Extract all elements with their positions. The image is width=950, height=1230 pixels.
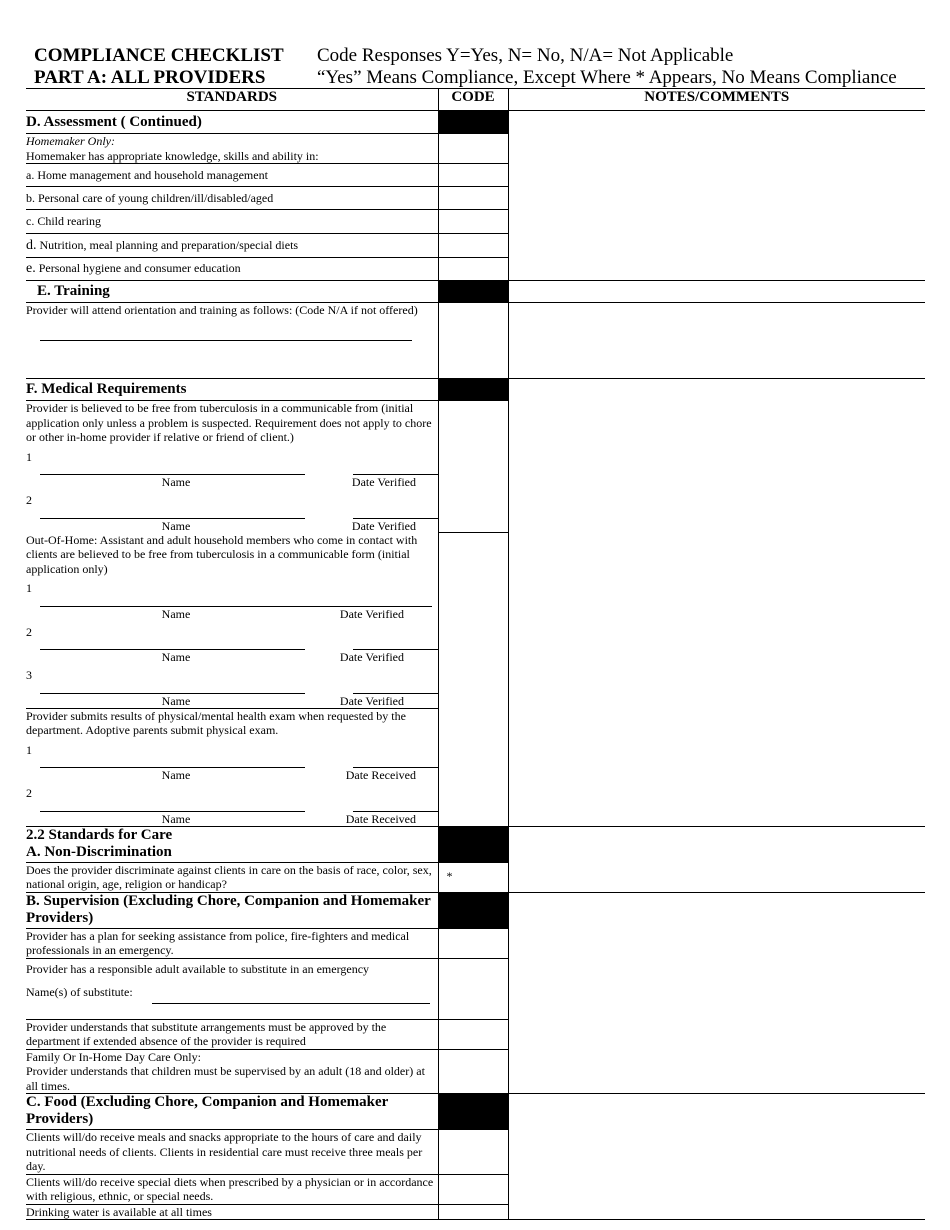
date-line[interactable] [353, 637, 438, 650]
homemaker-intro-text: Homemaker has appropriate knowledge, skills and ability in: [26, 148, 319, 163]
code-cell-blocked [438, 826, 508, 862]
notes-cell-b[interactable] [508, 892, 925, 1094]
sig-number: 1 [26, 581, 32, 595]
date-received-caption: Date Received [345, 768, 416, 782]
code-cell[interactable] [438, 928, 508, 958]
code-legend [317, 45, 897, 89]
section-f-title: F. Medical Requirements [26, 381, 187, 397]
code-cell[interactable] [438, 533, 508, 709]
code-cell[interactable] [438, 1049, 508, 1094]
ooh-text: Out-Of-Home: Assistant and adult household members who come in contact with clients are believed to be free from tuberculosis in a communicable form (initial application only) [26, 532, 418, 576]
code-cell-blocked [438, 281, 508, 303]
discrimination-text: Does the provider discriminate against clients in care on the basis of race, color, sex, national origin, age, religion or handicap? [26, 862, 438, 892]
code-cell[interactable] [438, 187, 508, 210]
name-caption: Name [161, 811, 191, 826]
section-d-title: D. Assessment ( Continued) [26, 113, 202, 130]
code-cell[interactable] [438, 958, 508, 1019]
date-verified-caption: Date Verified [351, 475, 416, 489]
code-cell[interactable] [438, 164, 508, 187]
name-caption: Name [161, 606, 191, 621]
name-caption: Name [161, 475, 191, 489]
code-cell-blocked [438, 111, 508, 134]
sig-number: 2 [26, 786, 32, 800]
code-cell-blocked [438, 1094, 508, 1130]
homemaker-only-label: Homemaker Only: [26, 134, 115, 148]
code-cell[interactable] [438, 1019, 508, 1049]
code-cell[interactable] [438, 708, 508, 826]
date-line[interactable] [353, 506, 438, 519]
substitute-name-line[interactable] [152, 991, 430, 1004]
sig-number: 2 [26, 624, 32, 639]
training-text: Provider will attend orientation and training as follows: (Code N/A if not offered) [26, 303, 418, 317]
row-e-training [26, 303, 925, 379]
code-cell[interactable] [438, 234, 508, 258]
name-line[interactable] [40, 462, 305, 475]
title-line-1: COMPLIANCE CHECKLIST [34, 45, 284, 66]
date-line[interactable] [353, 681, 438, 694]
section-b-title: B. Supervision (Excluding Chore, Companion and Homemaker Providers) [26, 892, 431, 926]
code-cell[interactable] [438, 303, 508, 379]
col-header-standards: STANDARDS [26, 89, 438, 111]
exam-text: Provider submits results of physical/mental health exam when requested by the department. Adoptive parents submit physical exam. [26, 708, 406, 737]
sig-number: 1 [26, 742, 32, 757]
checklist-table [26, 88, 925, 1220]
date-verified-caption: Date Verified [351, 518, 416, 533]
name-line[interactable] [40, 637, 305, 650]
document-title [34, 45, 284, 89]
notes-cell-f[interactable] [508, 379, 925, 827]
date-verified-caption: Date Verified [339, 650, 404, 664]
date-verified-caption: Date Verified [339, 693, 404, 708]
notes-cell-e[interactable] [508, 303, 925, 379]
substitute-label: Name(s) of substitute: [26, 985, 133, 999]
code-legend-line-1: Code Responses Y=Yes, N= No, N/A= Not Applicable [317, 45, 734, 66]
notes-cell-e-header[interactable] [508, 281, 925, 303]
family-care-title: Family Or In-Home Day Care Only: [26, 1049, 201, 1064]
notes-cell-22[interactable] [508, 826, 925, 892]
code-cell[interactable] [438, 1174, 508, 1204]
sig-number: 3 [26, 668, 32, 682]
section-e-header [26, 281, 925, 303]
tb-text: Provider is believed to be free from tuberculosis in a communicable from (initial application only unless a problem is suspected. Requirement does not apply to chore or other in-home provider if relative or friend of client.) [26, 401, 432, 444]
section-22a-title: A. Non-Discrimination [26, 843, 172, 860]
name-line[interactable] [40, 755, 305, 768]
section-d-header [26, 111, 925, 134]
item-d-c: c. Child rearing [26, 210, 438, 234]
name-caption: Name [161, 518, 191, 533]
sig-number: 1 [26, 449, 32, 464]
name-line[interactable] [40, 506, 305, 519]
item-d-e: Personal hygiene and consumer education [38, 261, 241, 276]
column-header-row [26, 89, 925, 111]
code-cell[interactable] [438, 134, 508, 164]
date-line[interactable] [353, 462, 438, 475]
section-f-header [26, 379, 925, 401]
section-e-title: E. Training [37, 283, 110, 299]
name-line[interactable] [40, 594, 432, 607]
code-cell[interactable] [438, 210, 508, 234]
section-b-header [26, 892, 925, 928]
item-d-b: b. Personal care of young children/ill/disabled/aged [26, 187, 438, 210]
family-care-text: Provider understands that children must be supervised by an adult (18 and older) at all times. [26, 1064, 425, 1093]
item-d-d-letter: d. [26, 237, 37, 253]
drinking-water-text: Drinking water is available at all times [26, 1204, 438, 1220]
col-header-notes: NOTES/COMMENTS [508, 89, 925, 111]
training-line[interactable] [40, 340, 412, 341]
code-cell-blocked [438, 379, 508, 401]
code-cell-blocked [438, 892, 508, 928]
code-legend-line-2: “Yes” Means Compliance, Except Where * Appears, No Means Compliance [317, 67, 897, 88]
date-received-caption: Date Received [345, 811, 416, 826]
item-d-d: Nutrition, meal planning and preparation/special diets [39, 237, 299, 252]
exception-star: * [446, 868, 453, 883]
date-line[interactable] [353, 799, 438, 812]
section-c-title: C. Food (Excluding Chore, Companion and Homemaker Providers) [26, 1094, 388, 1127]
name-line[interactable] [40, 681, 305, 694]
notes-cell-c[interactable] [508, 1094, 925, 1220]
sig-number: 2 [26, 493, 32, 507]
section-c-header [26, 1094, 925, 1130]
name-caption: Name [161, 693, 191, 708]
code-cell[interactable] [438, 1130, 508, 1175]
col-header-code: CODE [438, 89, 508, 111]
name-caption: Name [161, 768, 191, 782]
notes-cell-d[interactable] [508, 111, 925, 281]
meals-text: Clients will/do receive meals and snacks appropriate to the hours of care and daily nutritional needs of clients. Clients in residential care must receive three meals per day. [26, 1130, 438, 1175]
title-line-2: PART A: ALL PROVIDERS [34, 67, 266, 88]
item-d-a: a. Home management and household management [26, 164, 438, 187]
item-d-e-letter: e. [26, 261, 36, 277]
substitute-approval-text: Provider understands that substitute arrangements must be approved by the department if extended absence of the provider is required [26, 1019, 438, 1049]
section-22-title: 2.2 Standards for Care [26, 826, 173, 843]
code-cell[interactable] [438, 401, 508, 533]
name-line[interactable] [40, 799, 305, 812]
code-cell[interactable] [438, 1204, 508, 1220]
name-caption: Name [161, 650, 191, 664]
section-22-header [26, 826, 925, 862]
date-verified-caption: Date Verified [339, 606, 404, 621]
special-diets-text: Clients will/do receive special diets when prescribed by a physician or in accordance with religious, ethnic, or special needs. [26, 1174, 438, 1204]
substitute-adult-text: Provider has a responsible adult available to substitute in an emergency [26, 961, 370, 976]
code-cell[interactable] [438, 258, 508, 281]
emergency-plan-text: Provider has a plan for seeking assistance from police, fire-fighters and medical professionals in an emergency. [26, 928, 438, 958]
date-line[interactable] [353, 755, 438, 768]
